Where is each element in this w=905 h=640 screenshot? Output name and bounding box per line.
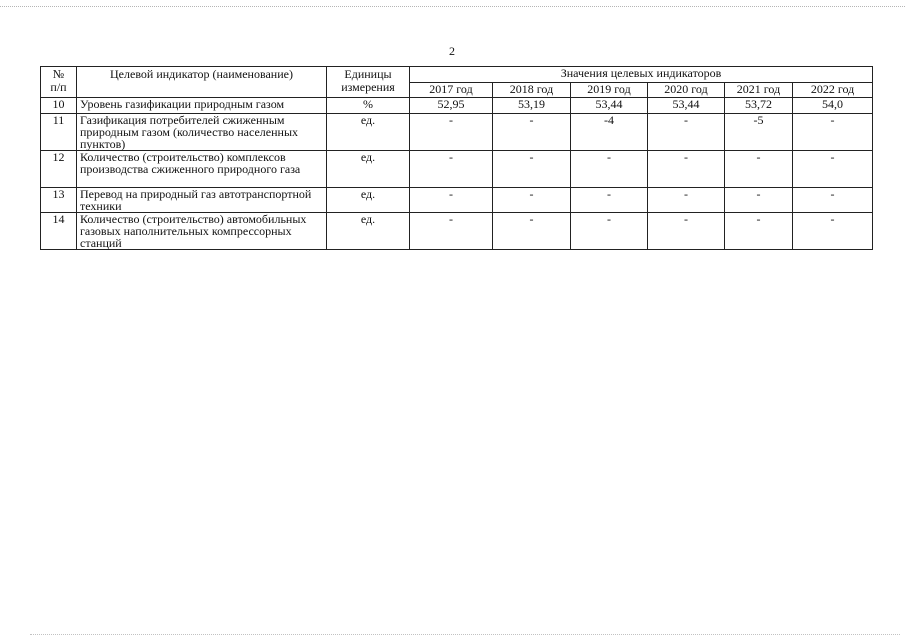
value-cell: - (793, 213, 873, 250)
unit-cell: ед. (327, 188, 410, 213)
value-cell: - (648, 188, 725, 213)
table-row (41, 213, 873, 250)
header-year-2020: 2020 год (648, 83, 725, 98)
indicators-table (40, 66, 873, 250)
header-name-label: Целевой индикатор (наименование) (110, 67, 293, 81)
table-row (41, 151, 873, 188)
unit-cell: ед. (327, 213, 410, 250)
header-unit-label: Единицы измерения (341, 67, 395, 94)
value-cell: -4 (571, 114, 648, 151)
scan-edge-bottom (30, 634, 900, 635)
header-no (41, 67, 77, 98)
value-cell: 53,44 (648, 98, 725, 114)
header-name (77, 67, 327, 98)
value-cell: - (725, 213, 793, 250)
value-cell: - (571, 213, 648, 250)
row-number: 10 (41, 98, 77, 114)
indicator-name: Газификация потребителей сжиженным природным газом (количество населенных пунктов) (77, 114, 327, 151)
value-cell: - (493, 151, 571, 188)
value-cell: - (725, 188, 793, 213)
value-cell: - (725, 151, 793, 188)
indicator-name: Уровень газификации природным газом (77, 98, 327, 114)
indicator-name: Количество (строительство) автомобильных газовых наполнительных компрессорных станций (77, 213, 327, 250)
value-cell: 54,0 (793, 98, 873, 114)
header-unit (327, 67, 410, 98)
row-number: 11 (41, 114, 77, 151)
row-number: 14 (41, 213, 77, 250)
table-row (41, 98, 873, 114)
header-no-label: № п/п (50, 67, 67, 94)
value-cell: - (648, 213, 725, 250)
table-row (41, 114, 873, 151)
value-cell: - (493, 114, 571, 151)
value-cell: - (648, 151, 725, 188)
value-cell: - (410, 151, 493, 188)
indicator-name: Количество (строительство) комплексов производства сжиженного природного газа (77, 151, 327, 188)
value-cell: - (571, 151, 648, 188)
header-year-2018: 2018 год (493, 83, 571, 98)
header-year-2019: 2019 год (571, 83, 648, 98)
unit-cell: % (327, 98, 410, 114)
unit-cell: ед. (327, 151, 410, 188)
value-cell: - (410, 114, 493, 151)
header-year-2022: 2022 год (793, 83, 873, 98)
value-cell: 52,95 (410, 98, 493, 114)
value-cell: 53,19 (493, 98, 571, 114)
value-cell: - (793, 114, 873, 151)
header-year-2021: 2021 год (725, 83, 793, 98)
value-cell: -5 (725, 114, 793, 151)
unit-cell: ед. (327, 114, 410, 151)
indicator-name: Перевод на природный газ автотранспортной техники (77, 188, 327, 213)
value-cell: - (793, 151, 873, 188)
value-cell: - (571, 188, 648, 213)
header-values-group (410, 67, 873, 83)
value-cell: 53,44 (571, 98, 648, 114)
header-values-group-label: Значения целевых индикаторов (560, 66, 722, 80)
scan-edge-top (0, 6, 905, 7)
row-number: 13 (41, 188, 77, 213)
value-cell: - (648, 114, 725, 151)
value-cell: - (493, 213, 571, 250)
page-number: 2 (449, 44, 455, 58)
value-cell: - (793, 188, 873, 213)
value-cell: 53,72 (725, 98, 793, 114)
row-number: 12 (41, 151, 77, 188)
value-cell: - (493, 188, 571, 213)
value-cell: - (410, 213, 493, 250)
header-year-2017: 2017 год (410, 83, 493, 98)
value-cell: - (410, 188, 493, 213)
table-row (41, 188, 873, 213)
